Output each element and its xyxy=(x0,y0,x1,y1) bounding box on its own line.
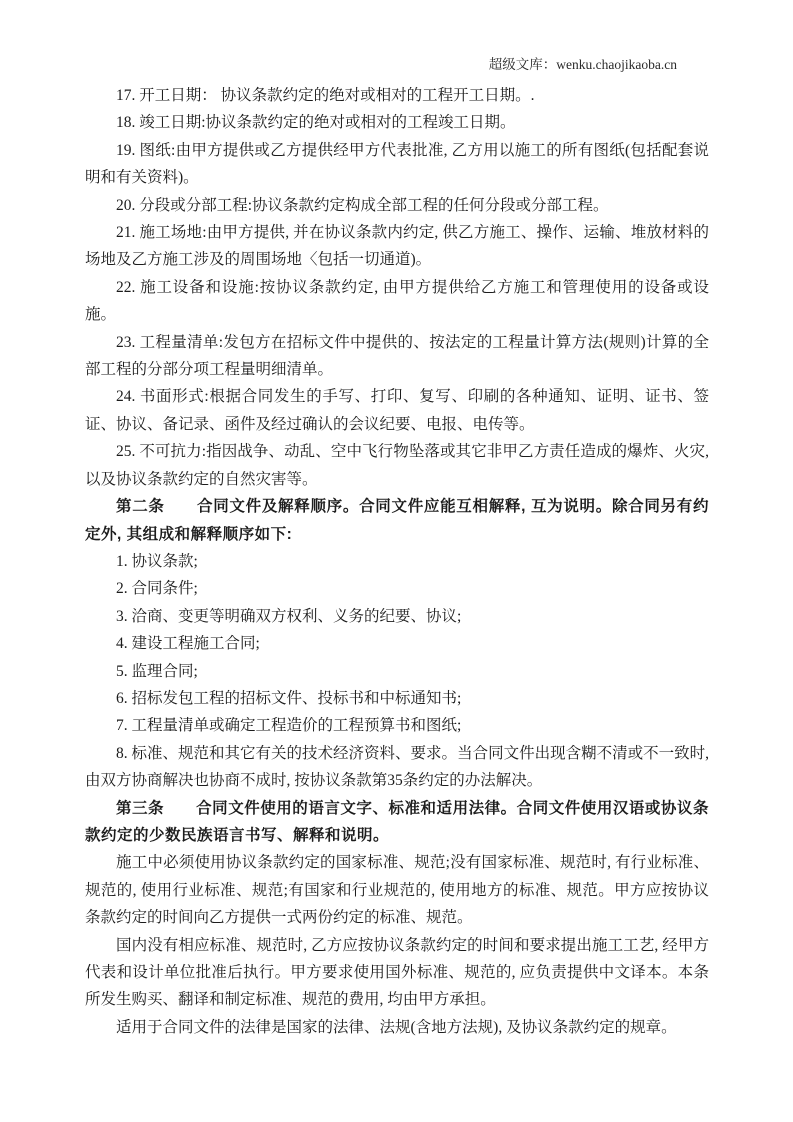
document-content xyxy=(85,82,709,1041)
body-paragraph: 18. 竣工日期:协议条款约定的绝对或相对的工程竣工日期。 xyxy=(116,114,516,132)
body-paragraph: 5. 监理合同; xyxy=(116,662,198,680)
body-paragraph: 施工中必须使用协议条款约定的国家标准、规范;没有国家标准、规范时, 有行业标准、规范的, 使用行业标准、规范;有国家和行业规范的, 使用地方的标准、规范。甲方应按协议条款约定的时间向乙方提供一式两份约定的标准、规范。 xyxy=(85,854,709,927)
body-paragraph: 国内没有相应标准、规范时, 乙方应按协议条款约定的时间和要求提出施工工艺, 经甲方代表和设计单位批准后执行。甲方要求使用国外标准、规范的, 应负责提供中文译本。本条所发生购买、翻译和制定标准、规范的费用, 均由甲方承担。 xyxy=(85,936,709,1009)
body-paragraph: 17. 开工日期： 协议条款约定的绝对或相对的工程开工日期。. xyxy=(116,87,535,104)
body-paragraph: 22. 施工设备和设施:按协议条款约定, 由甲方提供给乙方施工和管理使用的设备或设施。 xyxy=(85,278,709,324)
body-paragraph: 7. 工程量清单或确定工程造价的工程预算书和图纸; xyxy=(116,717,462,735)
body-paragraph: 20. 分段或分部工程:协议条款约定构成全部工程的任何分段或分部工程。 xyxy=(116,196,609,214)
body-paragraph: 适用于合同文件的法律是国家的法律、法规(含地方法规), 及协议条款约定的规章。 xyxy=(116,1018,677,1036)
body-paragraph: 19. 图纸:由甲方提供或乙方提供经甲方代表批准, 乙方用以施工的所有图纸(包括配套说明和有关资料)。 xyxy=(85,141,709,187)
body-paragraph: 23. 工程量清单:发包方在招标文件中提供的、按法定的工程量计算方法(规则)计算的全部工程的分部分项工程量明细清单。 xyxy=(85,333,709,379)
body-paragraph: 3. 洽商、变更等明确双方权利、义务的纪要、协议; xyxy=(116,607,462,625)
clause-heading-paragraph: 第三条 合同文件使用的语言文字、标准和适用法律。合同文件使用汉语或协议条款约定的少数民族语言书写、解释和说明。 xyxy=(85,799,709,844)
body-paragraph: 2. 合同条件; xyxy=(116,580,198,598)
watermark: 超级文库：wenku.chaojikaoba.cn xyxy=(488,57,677,72)
body-paragraph: 24. 书面形式:根据合同发生的手写、打印、复写、印刷的各种通知、证明、证书、签证、协议、备记录、函件及经过确认的会议纪要、电报、电传等。 xyxy=(85,388,709,433)
body-paragraph: 21. 施工场地:由甲方提供, 并在协议条款内约定, 供乙方施工、操作、运输、堆放材料的场地及乙方施工涉及的周围场地〈包括一切通道)。 xyxy=(85,224,709,269)
body-paragraph: 6. 招标发包工程的招标文件、投标书和中标通知书; xyxy=(116,689,462,707)
body-paragraph: 25. 不可抗力:指因战争、动乱、空中飞行物坠落或其它非甲乙方责任造成的爆炸、火灾, 以及协议条款约定的自然灾害等。 xyxy=(85,443,709,488)
body-paragraph: 8. 标准、规范和其它有关的技术经济资料、要求。当合同文件出现含糊不清或不一致时, 由双方协商解决也协商不成时, 按协议条款第35条约定的办法解决。 xyxy=(85,744,709,790)
body-paragraph: 1. 协议条款; xyxy=(116,552,198,570)
clause-heading-paragraph: 第二条 合同文件及解释顺序。合同文件应能互相解释, 互为说明。除合同另有约定外, 其组成和解释顺序如下: xyxy=(85,498,709,543)
body-paragraph: 4. 建设工程施工合同; xyxy=(116,635,260,653)
